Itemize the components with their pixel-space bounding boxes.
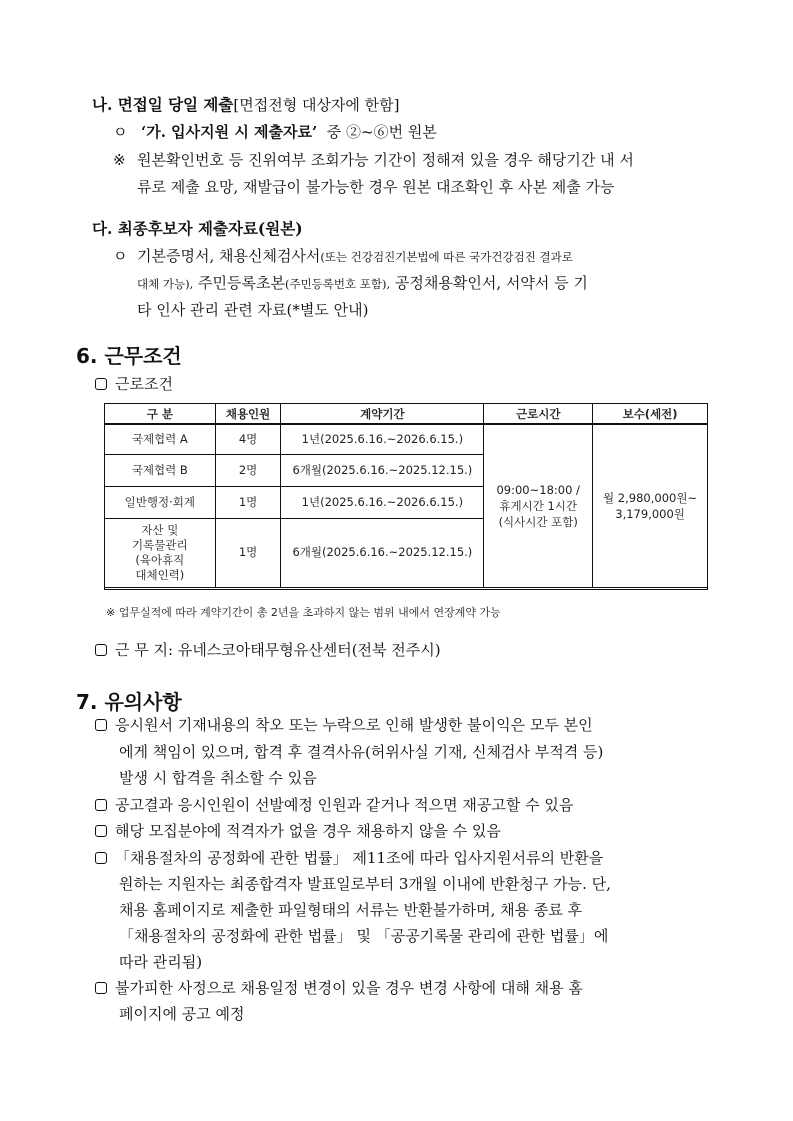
sec-da-line1-b: (또는 건강검진기본법에 따른 국가건강검진 결과로: [320, 250, 573, 264]
table-header: 계약기간: [281, 404, 484, 425]
sec7-text: 응시원서 기재내용의 착오 또는 누락으로 인해 발생한 불이익은 모두 본인: [115, 716, 593, 734]
sec-da-line1-a: 기본증명서, 채용신체검사서: [137, 247, 321, 265]
sec-da-line1: [113, 245, 573, 266]
sec-na-item: [113, 121, 437, 142]
sec7-item-4-line2: 원하는 지원자는 최종합격자 발표일로부터 3개월 이내에 반환청구 가능. 단,: [119, 875, 611, 893]
workplace-text: 근 무 지: 유네스코아태무형유산센터(전북 전주시): [115, 641, 441, 659]
sec7-item-5-line2: 페이지에 공고 예정: [119, 1005, 245, 1023]
table-header: 채용인원: [215, 404, 281, 425]
sec7-text: 불가피한 사정으로 채용일정 변경이 있을 경우 변경 사항에 대해 채용 홈: [115, 979, 583, 997]
sec-na-item-rest: 중 ②~⑥번 원본: [326, 123, 437, 141]
table-cell-period: 6개월(2025.6.16.~2025.12.15.): [281, 454, 484, 486]
sec7-item-4-line4: 「채용절차의 공정화에 관한 법률」 및 「공공기록물 관리에 관한 법률」에: [119, 927, 609, 945]
sec-da-line2-c: (주민등록번호 포함),: [284, 277, 391, 291]
square-bullet-icon: [95, 852, 107, 864]
table-cell-category: 국제협력 B: [105, 454, 216, 486]
sec-da-title: 다. 최종후보자 제출자료(원본): [92, 219, 303, 238]
sec7-item-4-line1: [95, 847, 603, 868]
square-bullet-icon: [95, 378, 107, 390]
table-header-row: [105, 404, 708, 425]
sec7-item-5-line1: [95, 977, 583, 998]
table-cell-category: [105, 518, 216, 587]
sec7-item-4-line3: 채용 홈페이지로 제출한 파일형태의 서류는 반환불가하며, 채용 종료 후: [119, 901, 583, 919]
category-line: 대체인력): [135, 567, 185, 582]
note-mark: ※: [113, 151, 126, 169]
sec7-item-1-line3: 발생 시 합격을 취소할 수 있음: [119, 769, 317, 787]
table-note: ※ 업무실적에 따라 계약기간이 총 2년을 초과하지 않는 범위 내에서 연장계약 가능: [106, 606, 501, 619]
table-cell-count: 2명: [215, 454, 281, 486]
sec6-heading: 6. 근무조건: [76, 344, 182, 368]
table-cell-hours: [484, 424, 593, 587]
pay-line: 월 2,980,000원~: [603, 490, 698, 505]
sec7-heading: 7. 유의사항: [76, 690, 182, 714]
sec-na-item-bold: ‘가. 입사지원 시 제출자료’: [141, 123, 318, 141]
sec6-sub-text: 근로조건: [115, 375, 173, 393]
table-cell-count: 1명: [215, 486, 281, 518]
sec-na-note-text1: 원본확인번호 등 진위여부 조회가능 기간이 정해져 있을 경우 해당기간 내 서: [137, 151, 634, 169]
square-bullet-icon: [95, 799, 107, 811]
sec7-text: 해당 모집분야에 적격자가 없을 경우 채용하지 않을 수 있음: [115, 822, 501, 840]
sec-da-line2-a: 대체 가능),: [137, 277, 194, 291]
hours-line: 휴게시간 1시간: [499, 498, 578, 513]
sec7-item-3: [95, 820, 501, 841]
sec7-item-1-line1: [95, 714, 593, 735]
sec7-item-4-line5: 따라 관리됨): [119, 953, 203, 971]
sec-da-line2: [137, 272, 588, 293]
table-header: 보수(세전): [593, 404, 708, 425]
pay-line: 3,179,000원: [615, 506, 685, 521]
category-line: (육아휴직: [135, 552, 185, 567]
sec-na-heading: [92, 93, 400, 115]
sec7-item-2: [95, 794, 573, 815]
sec-da-line2-d: 공정채용확인서, 서약서 등 기: [394, 274, 588, 292]
work-conditions-table: [104, 403, 708, 588]
table-header: 구 분: [105, 404, 216, 425]
table-row: [105, 424, 708, 454]
sec-na-title: 나. 면접일 당일 제출: [92, 95, 234, 114]
square-bullet-icon: [95, 982, 107, 994]
sec6-sub: [95, 373, 173, 394]
table-header: 근로시간: [484, 404, 593, 425]
sec7-item-1-line2: 에게 책임이 있으며, 합격 후 결격사유(허위사실 기재, 신체검사 부적격 등): [119, 743, 604, 761]
table-cell-pay: [593, 424, 708, 587]
category-line: 자산 및: [141, 522, 179, 537]
square-bullet-icon: [95, 644, 107, 656]
hours-line: 09:00~18:00 /: [496, 482, 580, 497]
sec7-text: 공고결과 응시인원이 선발예정 인원과 같거나 적으면 재공고할 수 있음: [115, 796, 574, 814]
square-bullet-icon: [95, 719, 107, 731]
table-cell-category: 일반행정·회계: [105, 486, 216, 518]
sec7-text: 「채용절차의 공정화에 관한 법률」 제11조에 따라 입사지원서류의 반환을: [115, 849, 604, 867]
bullet-mark: ㅇ: [113, 123, 128, 141]
table-cell-category: 국제협력 A: [105, 424, 216, 454]
table-cell-count: 4명: [215, 424, 281, 454]
category-line: 기록물관리: [132, 537, 188, 552]
sec-na-note-line1: [113, 149, 634, 170]
square-bullet-icon: [95, 825, 107, 837]
table-cell-period: 6개월(2025.6.16.~2025.12.15.): [281, 518, 484, 587]
table-cell-period: 1년(2025.6.16.~2026.6.15.): [281, 486, 484, 518]
sec6-workplace: [95, 639, 441, 660]
sec-na-title-note: [면접전형 대상자에 한함]: [233, 96, 400, 114]
hours-line: (식사시간 포함): [498, 514, 578, 529]
table-cell-count: 1명: [215, 518, 281, 587]
sec-da-line3: 타 인사 관리 관련 자료(*별도 안내): [137, 301, 369, 319]
bullet-mark: ㅇ: [113, 247, 128, 265]
sec-da-line2-b: 주민등록초본: [198, 274, 285, 292]
sec-na-note-line2: 류로 제출 요망, 재발급이 불가능한 경우 원본 대조확인 후 사본 제출 가능: [137, 178, 615, 196]
table-cell-period: 1년(2025.6.16.~2026.6.15.): [281, 424, 484, 454]
